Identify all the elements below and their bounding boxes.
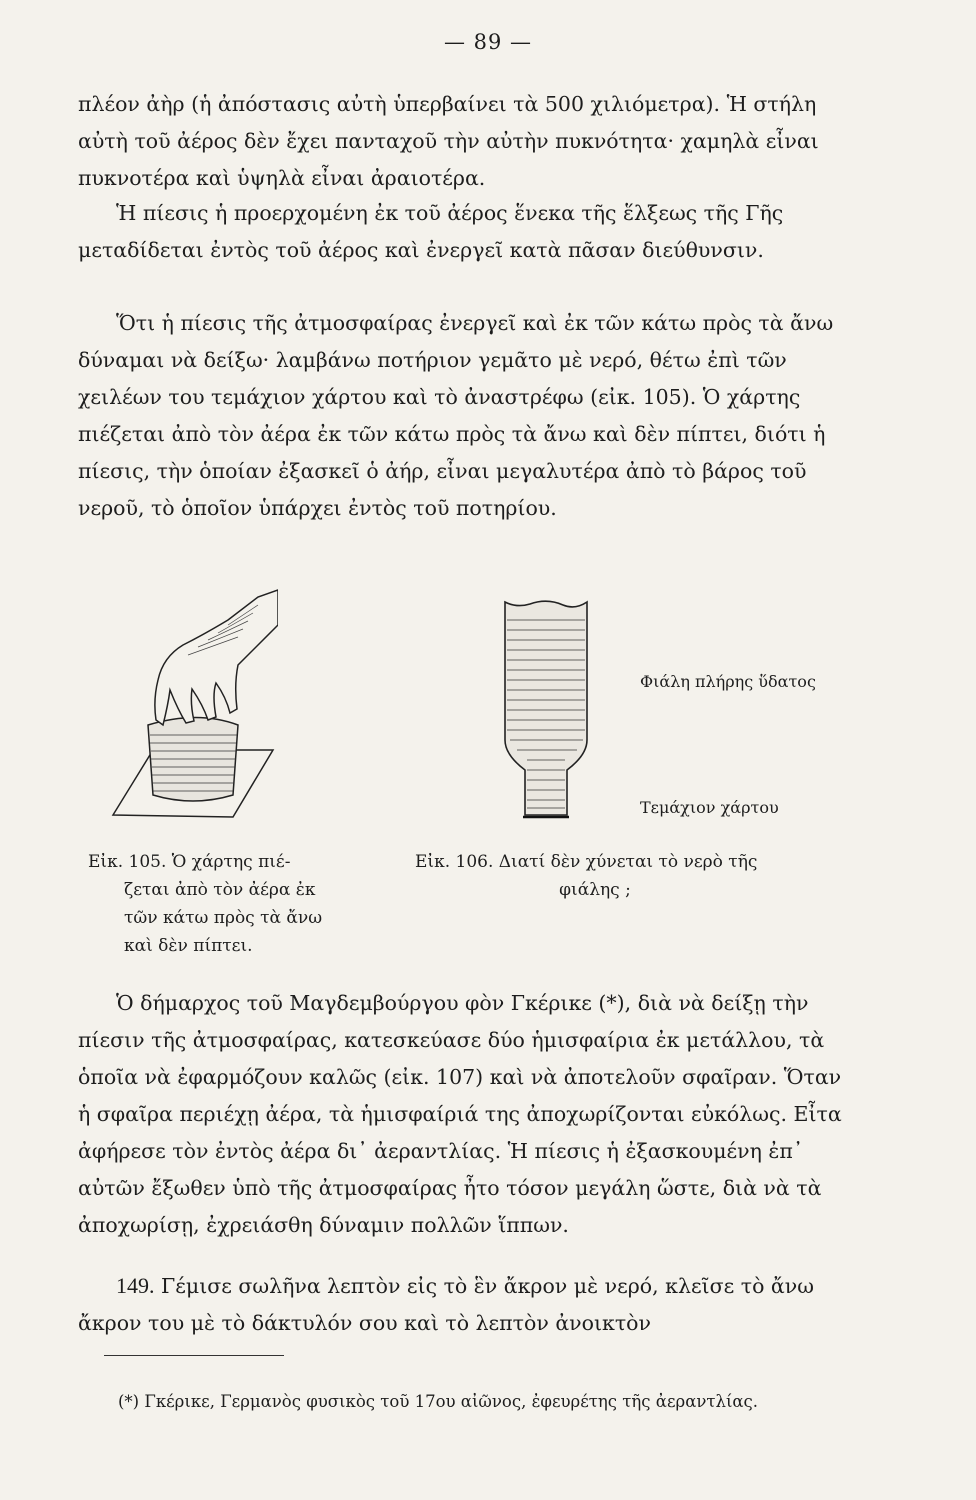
footnote-divider bbox=[104, 1355, 284, 1356]
label-piece-of-paper: Τεμάχιον χάρτου bbox=[640, 798, 779, 817]
figure-106-bottle-illustration bbox=[485, 590, 615, 830]
paragraph-air-column: πλέον ἀὴρ (ἡ ἀπόστασις αὐτὴ ὑπερβαίνει τὰ 500 χιλιόμετρα). Ἡ στήλη αὐτὴ τοῦ ἀέρος δὲν ἔχει πανταχοῦ τὴν αὐτὴν πυκνότητα· χαμηλὰ εἶναι πυκνοτέρα καὶ ὑψηλὰ εἶναι ἀραιοτέρα. bbox=[78, 92, 819, 190]
exercise-number: 149. bbox=[116, 1273, 155, 1298]
footnote-guericke: (*) Γκέρικε, Γερμανὸς φυσικὸς τοῦ 17ου αἰῶνος, ἐφευρέτης τῆς ἀεραντλίας. bbox=[118, 1392, 759, 1411]
bottle-shape bbox=[505, 601, 587, 815]
hand-shape bbox=[155, 590, 278, 725]
page-number: — 89 — bbox=[443, 30, 533, 54]
figure-105-glass-illustration bbox=[108, 585, 278, 830]
paragraph-pressure-direction-text: Ἡ πίεσις ἡ προερχομένη ἐκ τοῦ ἀέρος ἕνεκα τῆς ἕλξεως τῆς Γῆς μεταδίδεται ἐντὸς τοῦ ἀέρος καὶ ἐνεργεῖ κατὰ πᾶσαν διεύθυνσιν. bbox=[78, 201, 784, 262]
figure-105-caption bbox=[88, 848, 388, 960]
paragraph-glass-experiment-text: Ὅτι ἡ πίεσις τῆς ἀτμοσφαίρας ἐνεργεῖ καὶ ἐκ τῶν κάτω πρὸς τὰ ἄνω δύναμαι νὰ δείξω· λαμβάνω ποτήριον γεμᾶτο μὲ νερό, θέτω ἐπὶ τῶν χειλέων του τεμάχιον χάρτου καὶ τὸ ἀναστρέφω (εἰκ. 105). Ὁ χάρτης πιέζεται ἀπὸ τὸν ἀέρα ἐκ τῶν κάτω πρὸς τὰ ἄνω καὶ δὲν πίπτει, διότι ἡ πίεσις, τὴν ὁποίαν ἐξασκεῖ ὁ ἀήρ, εἶναι μεγαλυτέρα ἀπὸ τὸ βάρος τοῦ νεροῦ, τὸ ὁποῖον ὑπάρχει ἐντὸς τοῦ ποτηρίου. bbox=[78, 311, 834, 520]
figure-105-caption-line: τῶν κάτω πρὸς τὰ ἄνω bbox=[124, 908, 323, 928]
paragraph-exercise-149-text: Γέμισε σωλῆνα λεπτὸν εἰς τὸ ἓν ἄκρον μὲ νερό, κλεῖσε τὸ ἄνω ἄκρον του μὲ τὸ δάκτυλόν σου καὶ τὸ λεπτὸν ἀνοικτὸν bbox=[78, 1274, 814, 1335]
paragraph-glass-experiment bbox=[78, 305, 848, 527]
paragraph-exercise-149 bbox=[78, 1267, 848, 1342]
label-bottle-full-of-water: Φιάλη πλήρης ὕδατος bbox=[640, 672, 816, 691]
figure-105-caption-line: ζεται ἀπὸ τὸν ἀέρα ἐκ bbox=[124, 880, 316, 900]
paragraph-pressure-direction bbox=[78, 195, 848, 269]
figure-106-caption-line: Εἰκ. 106. Διατί δὲν χύνεται τὸ νερὸ τῆς bbox=[415, 852, 758, 872]
paragraph-magdeburg-hemispheres-text: Ὁ δήμαρχος τοῦ Μαγδεμβούργου φὸν Γκέρικε (*), διὰ νὰ δείξῃ τὴν πίεσιν τῆς ἀτμοσφαίρας, κατεσκεύασε δύο ἡμισφαίρια ἐκ μετάλλου, τὰ ὁποῖα νὰ ἐφαρμόζουν καλῶς (εἰκ. 107) καὶ νὰ ἀποτελοῦν σφαῖραν. Ὅταν ἡ σφαῖρα περιέχῃ ἀέρα, τὰ ἡμισφαίριά της ἀποχωρίζονται εὐκόλως. Εἶτα ἀφήρεσε τὸν ἐντὸς ἀέρα δι᾽ ἀεραντλίας. Ἡ πίεσις ἡ ἐξασκουμένη ἐπ᾽ αὐτῶν ἔξωθεν ὑπὸ τῆς ἀτμοσφαίρας ἦτο τόσον μεγάλη ὥστε, διὰ νὰ τὰ ἀποχωρίσῃ, ἐχρειάσθη δύναμιν πολλῶν ἵππων. bbox=[78, 991, 842, 1237]
figure-105-caption-line: Εἰκ. 105. Ὁ χάρτης πιέ- bbox=[88, 852, 291, 872]
paragraph-magdeburg-hemispheres bbox=[78, 985, 848, 1244]
figure-105-caption-line: καὶ δὲν πίπτει. bbox=[124, 936, 253, 956]
figure-106-caption-line: φιάλης ; bbox=[559, 880, 631, 900]
figure-106-caption bbox=[415, 848, 865, 904]
